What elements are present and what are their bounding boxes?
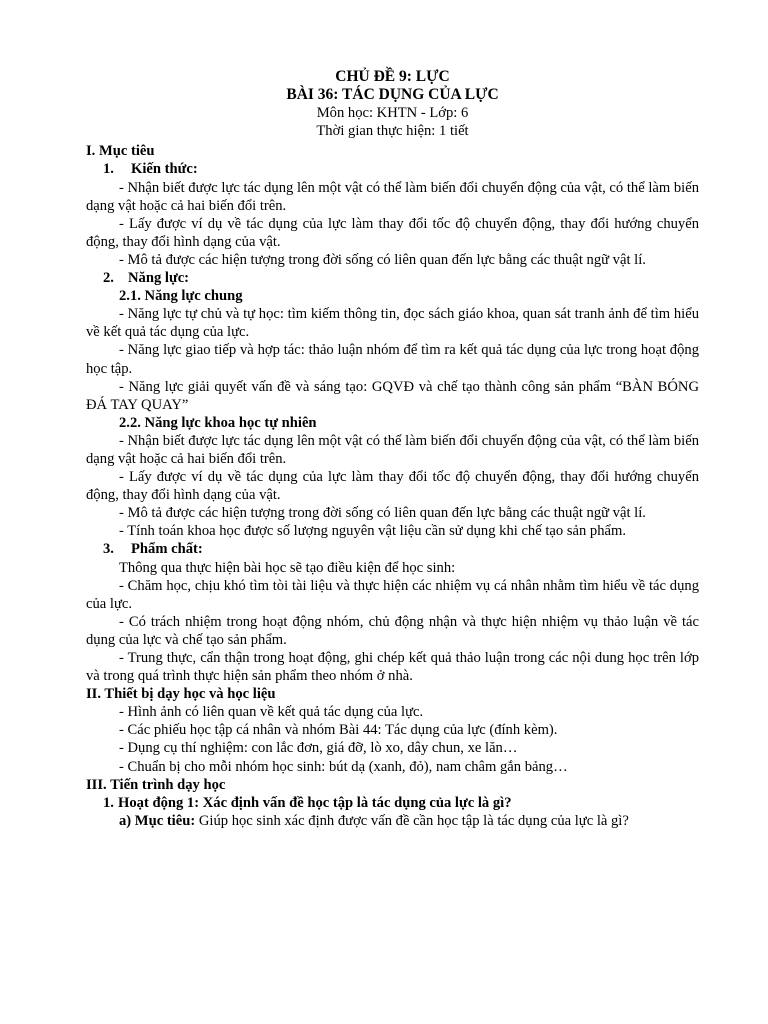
knowledge-item: - Lấy được ví dụ về tác dụng của lực làm thay đổi tốc độ chuyển động, thay đổi hướng chuyển động, thay đổi hình dạng của vật. [86, 215, 699, 250]
activity1-number: 1. [103, 794, 114, 811]
section-process-heading: III. Tiến trình dạy học [86, 776, 226, 793]
subject-line: Môn học: KHTN - Lớp: 6 [316, 105, 469, 122]
equipment-item: - Các phiếu học tập cá nhân và nhóm Bài 44: Tác dụng của lực (đính kèm). [119, 722, 558, 739]
knowledge-item: - Nhận biết được lực tác dụng lên một vật có thể làm biến đổi chuyển động của vật, có thể làm biến dạng vật hoặc cả hai biến đổi trên. [86, 179, 699, 214]
equipment-item: - Chuẩn bị cho mỗi nhóm học sinh: bút dạ (xanh, đỏ), nam châm gắn bảng… [119, 758, 568, 775]
equipment-item: - Dụng cụ thí nghiệm: con lắc đơn, giá đỡ, lò xo, dây chun, xe lăn… [119, 740, 518, 757]
activity1-title: Hoạt động 1: Xác định vấn đề học tập là tác dụng của lực là gì? [118, 794, 512, 811]
topic-title: CHỦ ĐỀ 9: LỰC [335, 68, 450, 85]
general-competence-item: - Năng lực tự chủ và tự học: tìm kiếm thông tin, đọc sách giáo khoa, quan sát tranh ảnh để tìm hiểu về kết quả tác dụng của lực. [86, 306, 699, 341]
qualities-intro: Thông qua thực hiện bài học sẽ tạo điều kiện để học sinh: [119, 559, 456, 576]
knowledge-title: Kiến thức: [131, 161, 198, 178]
competence-title: Năng lực: [128, 270, 190, 287]
science-competence-item: - Nhận biết được lực tác dụng lên một vật có thể làm biến đổi chuyển động của vật, có thể làm biến dạng vật hoặc cả hai biến đổi trên. [86, 432, 699, 467]
section-objectives-heading: I. Mục tiêu [86, 143, 155, 160]
activity1-goal-label: a) Mục tiêu: [119, 812, 196, 829]
general-competence-item: - Năng lực giao tiếp và hợp tác: thảo luận nhóm để tìm ra kết quả tác dụng của lực trong hoạt động học tập. [86, 342, 699, 377]
document-page [86, 68, 699, 830]
qualities-item: - Trung thực, cẩn thận trong hoạt động, ghi chép kết quả thảo luận trong các nội dung học trên lớp và trong quá trình thực hiện sản phẩm theo nhóm ở nhà. [86, 650, 699, 685]
qualities-item: - Chăm học, chịu khó tìm tòi tài liệu và thực hiện các nhiệm vụ cá nhân nhằm tìm hiểu về tác dụng của lực. [86, 577, 699, 612]
qualities-title: Phẩm chất: [131, 541, 203, 558]
activity1-goal-text: Giúp học sinh xác định được vấn đề cần học tập là tác dụng của lực là gì? [195, 812, 629, 829]
duration-line: Thời gian thực hiện: 1 tiết [316, 123, 469, 140]
lesson-title: BÀI 36: TÁC DỤNG CỦA LỰC [286, 86, 499, 104]
competence-heading [86, 269, 699, 287]
knowledge-item: - Mô tả được các hiện tượng trong đời sống có liên quan đến lực bằng các thuật ngữ vật lí. [119, 251, 646, 268]
general-competence-item: - Năng lực giải quyết vấn đề và sáng tạo: GQVĐ và chế tạo thành công sản phẩm “BÀN BÓNG ĐÁ TAY QUAY” [86, 378, 699, 413]
science-competence-item: - Mô tả được các hiện tượng trong đời sống có liên quan đến lực bằng các thuật ngữ vật lí. [119, 505, 646, 522]
science-competence-item: - Lấy được ví dụ về tác dụng của lực làm thay đổi tốc độ chuyển động, thay đổi hướng chuyển động, thay đổi hình dạng của vật. [86, 469, 699, 504]
knowledge-heading [86, 160, 699, 178]
qualities-heading [86, 540, 699, 558]
section-equipment-heading: II. Thiết bị dạy học và học liệu [86, 686, 276, 703]
qualities-item: - Có trách nhiệm trong hoạt động nhóm, chủ động nhận và thực hiện nhiệm vụ thảo luận về tác dụng của lực và chế tạo sản phẩm. [86, 613, 699, 648]
activity1-heading [86, 794, 699, 812]
qualities-number: 3. [103, 541, 114, 558]
competence-number: 2. [103, 270, 114, 287]
general-competence-heading: 2.1. Năng lực chung [119, 288, 243, 305]
equipment-item: - Hình ảnh có liên quan về kết quả tác dụng của lực. [119, 704, 424, 721]
knowledge-number: 1. [103, 161, 114, 178]
science-competence-item: - Tính toán khoa học được số lượng nguyên vật liệu cần sử dụng khi chế tạo sản phẩm. [119, 523, 627, 540]
activity1-goal [86, 812, 699, 830]
science-competence-heading: 2.2. Năng lực khoa học tự nhiên [119, 414, 317, 431]
